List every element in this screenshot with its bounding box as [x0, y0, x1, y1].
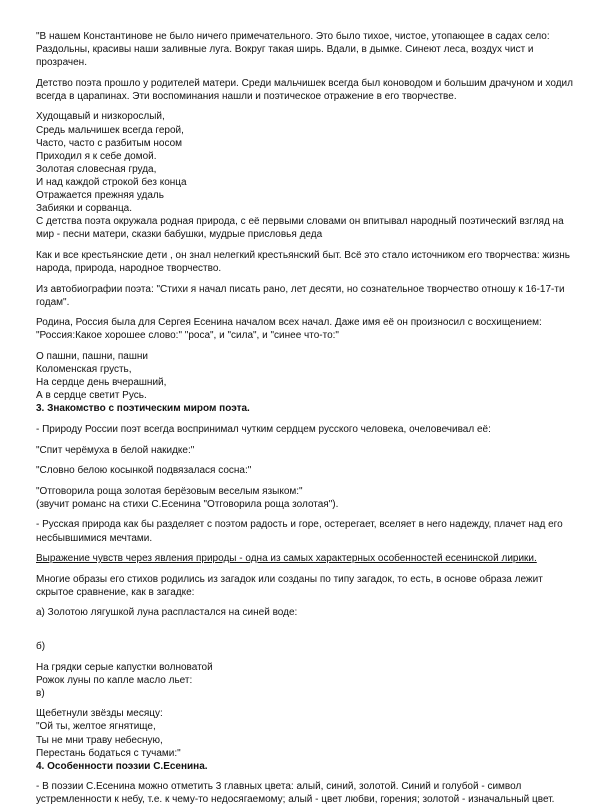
- poem-line: На сердце день вчерашний,: [36, 377, 167, 389]
- poem-line: Средь мальчишек всегда герой,: [36, 124, 184, 136]
- poem-line: Коломенская грусть,: [36, 364, 132, 376]
- note-romance: (звучит романс на стихи С.Есенина "Отговорила роща золотая").: [36, 498, 339, 510]
- poem-block-2: [36, 350, 581, 415]
- paragraph-colors: - В поэзии С.Есенина можно отметить 3 главных цвета: алый, синий, золотой. Синий и голубой - символ устремленности к небу, т.е. к чему-то недосягаемому; алый - цвет любви, горения; золотой - изначальный цвет.: [36, 781, 555, 806]
- quote-block-roshcha: [36, 485, 581, 511]
- poem-line: На грядки серые капустки волноватой: [36, 661, 213, 673]
- quote-cheryomukha: "Спит черёмуха в белой накидке:": [36, 444, 195, 456]
- poem-line: Рожок луны по капле масло льет:: [36, 674, 193, 686]
- blank-space: [36, 619, 581, 632]
- paragraph-nature: С детства поэта окружала родная природа, с её первыми словами он впитывал народный поэтический взгляд на мир - песни матери, сказки бабушки, мудрые присловья деда: [36, 216, 564, 241]
- poem-line: "Ой ты, желтое ягнятище,: [36, 721, 156, 733]
- paragraph-intro-quote: "В нашем Константинове не было ничего примечательного. Это было тихое, чистое, утопающее в садах село: Раздольны, красивы наши заливные луга. Вокруг такая ширь. Вдали, в дымке. Синеют леса, воздух чист и прозрачен.: [36, 31, 550, 69]
- quote-sosna: "Словно белою косынкой подвязалася сосна:": [36, 465, 252, 477]
- section-heading-3: 3. Знакомство с поэтическим миром поэта.: [36, 403, 250, 415]
- example-a: а) Золотою лягушкой луна распластался на синей воде:: [36, 607, 298, 619]
- poem-line: Перестань бодаться с тучами:": [36, 747, 181, 759]
- poem-line: Забияки и сорванца.: [36, 203, 133, 215]
- poem-line: Часто, часто с разбитым носом: [36, 137, 183, 149]
- poem-line: Золотая словесная груда,: [36, 163, 157, 175]
- poem-line: А в сердце светит Русь.: [36, 390, 147, 402]
- poem-block-4: [36, 707, 581, 772]
- quote-roshcha: "Отговорила роща золотая берёзовым веселым языком:": [36, 485, 303, 497]
- section-heading-4: 4. Особенности поэзии С.Есенина.: [36, 760, 208, 772]
- paragraph-riddles: Многие образы его стихов родились из загадок или созданы по типу загадок, то есть, в основе образа лежит скрытое сравнение, как в загадке:: [36, 573, 543, 598]
- poem-line: Худощавый и низкорослый,: [36, 111, 165, 123]
- document-page: [36, 30, 581, 807]
- example-v-label: в): [36, 687, 45, 699]
- poem-line: О пашни, пашни, пашни: [36, 350, 148, 362]
- poem-line: Отражается прежняя удаль: [36, 190, 164, 202]
- example-b-label: б): [36, 640, 46, 652]
- paragraph-perception: - Природу России поэт всегда воспринимал чутким сердцем русского человека, очеловечивал её:: [36, 423, 491, 435]
- paragraph-russian-nature: - Русская природа как бы разделяет с поэтом радость и горе, остерегает, вселяет в него надежду, плачет над его несбывшимися мечтами.: [36, 519, 563, 544]
- paragraph-feelings-underlined: Выражение чувств через явления природы - одна из самых характерных особенностей есенинской лирики.: [36, 553, 537, 565]
- paragraph-peasant-life: Как и все крестьянские дети , он знал нелегкий крестьянский быт. Всё это стало источником его творчества: жизнь народа, природа, народное творчество.: [36, 249, 571, 274]
- poem-block-3: [36, 661, 581, 700]
- poem-block-1: [36, 110, 581, 241]
- poem-line: Приходил я к себе домой.: [36, 150, 157, 162]
- paragraph-childhood: Детство поэта прошло у родителей матери. Среди мальчишек всегда был коноводом и большим драчуном и ходил всегда в царапинах. Эти воспоминания нашли и поэтическое отражение в его творчестве.: [36, 77, 573, 102]
- poem-line: Щебетнули звёзды месяцу:: [36, 708, 163, 720]
- paragraph-autobiography: Из автобиографии поэта: "Стихи я начал писать рано, лет десяти, но сознательное творчество отношу к 16-17-ти годам".: [36, 283, 565, 308]
- poem-line: И над каждой строкой без конца: [36, 176, 187, 188]
- paragraph-russia: Родина, Россия была для Сергея Есенина началом всех начал. Даже имя её он произносил с восхищением: "Россия:Какое хорошее слово:" "роса", и "сила", и "синее что-то:": [36, 317, 542, 342]
- poem-line: Ты не мни траву небесную,: [36, 734, 163, 746]
